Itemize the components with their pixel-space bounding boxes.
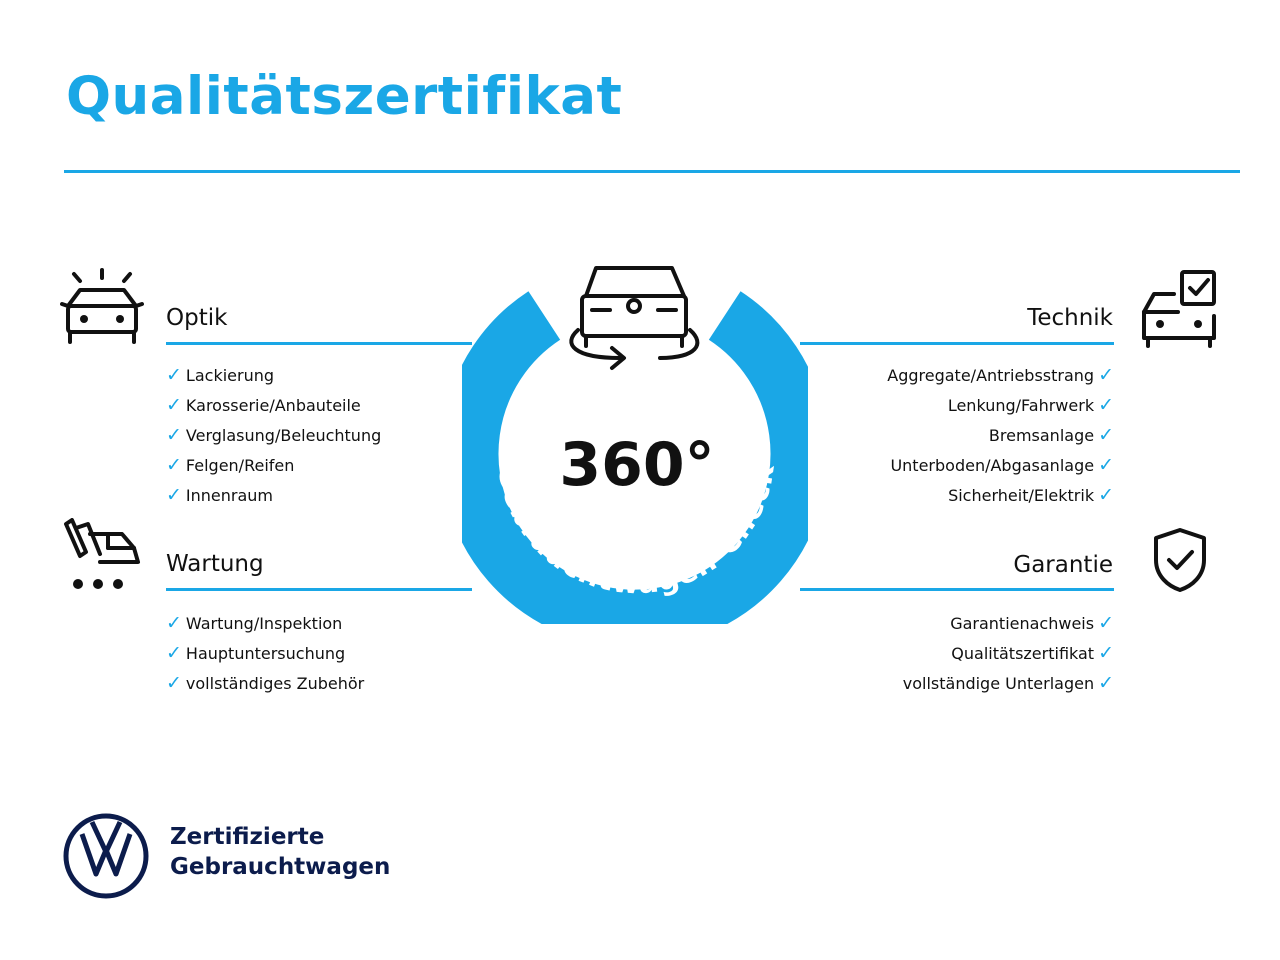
list-item: ✓ Verglasung/Beleuchtung xyxy=(166,424,382,446)
check-icon: ✓ xyxy=(166,424,182,446)
list-item: Bremsanlage ✓ xyxy=(988,424,1114,446)
wartung-divider xyxy=(166,588,472,591)
car-lights-icon xyxy=(60,266,144,350)
optik-title: Optik xyxy=(166,305,228,331)
page-title: Qualitätszertifikat xyxy=(66,66,623,127)
list-item: ✓ Lackierung xyxy=(166,364,275,386)
optik-divider xyxy=(166,342,472,345)
list-item: Lenkung/Fahrwerk ✓ xyxy=(947,394,1114,416)
check-icon: ✓ xyxy=(166,484,182,506)
garantie-divider xyxy=(800,588,1114,591)
check-icon: ✓ xyxy=(1098,394,1114,416)
check-icon: ✓ xyxy=(1098,672,1114,694)
360-value: 360° xyxy=(559,430,715,500)
wartung-list xyxy=(166,608,364,698)
list-item: ✓ Wartung/Inspektion xyxy=(166,612,343,634)
list-item: vollständige Unterlagen ✓ xyxy=(902,672,1114,694)
technik-divider xyxy=(800,342,1114,345)
list-item: ✓ Karosserie/Anbauteile xyxy=(166,394,361,416)
check-icon: ✓ xyxy=(1098,454,1114,476)
check-icon: ✓ xyxy=(1098,612,1114,634)
check-icon: ✓ xyxy=(166,612,182,634)
list-item: Aggregate/Antriebsstrang ✓ xyxy=(887,364,1114,386)
check-icon: ✓ xyxy=(1098,364,1114,386)
check-icon: ✓ xyxy=(166,364,182,386)
list-item: ✓ Innenraum xyxy=(166,484,274,506)
vw-logo-icon xyxy=(62,812,150,900)
brand-line-2: Gebrauchtwagen xyxy=(170,854,391,880)
check-icon: ✓ xyxy=(166,454,182,476)
check-icon: ✓ xyxy=(1098,484,1114,506)
list-item: ✓ Hauptuntersuchung xyxy=(166,642,346,664)
car-checklist-icon xyxy=(1138,266,1222,350)
list-item: Sicherheit/Elektrik ✓ xyxy=(948,484,1114,506)
technik-list xyxy=(887,360,1114,510)
optik-list xyxy=(166,360,381,510)
check-icon: ✓ xyxy=(166,672,182,694)
check-icon: ✓ xyxy=(1098,642,1114,664)
list-item: Garantienachweis ✓ xyxy=(950,612,1114,634)
list-item: ✓ vollständiges Zubehör xyxy=(166,672,365,694)
wartung-title: Wartung xyxy=(166,551,264,577)
ring-text: Gebrauchtwagen-Check xyxy=(489,461,782,602)
garantie-list xyxy=(903,608,1114,698)
title-divider xyxy=(64,170,1240,173)
car-front-rotate-icon xyxy=(571,268,697,368)
check-icon: ✓ xyxy=(166,642,182,664)
brand-line-1: Zertifizierte xyxy=(170,824,325,850)
list-item: Qualitätszertifikat ✓ xyxy=(951,642,1114,664)
garantie-title: Garantie xyxy=(1013,552,1113,578)
technik-title: Technik xyxy=(1027,305,1113,331)
list-item: ✓ Felgen/Reifen xyxy=(166,454,295,476)
check-icon: ✓ xyxy=(1098,424,1114,446)
check-icon: ✓ xyxy=(166,394,182,416)
list-item: Unterboden/Abgasanlage ✓ xyxy=(890,454,1114,476)
shield-check-icon xyxy=(1150,526,1210,594)
car-tools-icon xyxy=(60,518,144,594)
